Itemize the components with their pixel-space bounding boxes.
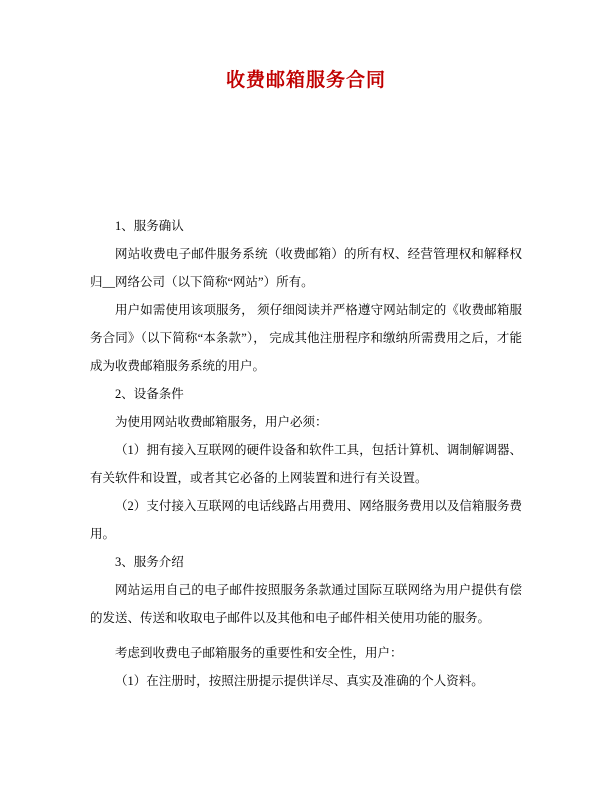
paragraph-section-3-heading: 3、服务介绍 xyxy=(115,555,184,569)
paragraph-user-agreement: 用户如需使用该项服务， 须仔细阅读并严格遵守网站制定的《收费邮箱服务合同》（以下简称“本条款”）， 完成其他注册程序和缴纳所需费用之后，才能成为收费邮箱服务系统的用户。 xyxy=(90,303,522,373)
paragraph-security-item-1: （1）在注册时，按照注册提示提供详尽、真实及准确的个人资料。 xyxy=(115,674,484,688)
paragraph-section-2-heading: 2、设备条件 xyxy=(115,387,184,401)
paragraph-equipment-item-1: （1）拥有接入互联网的硬件设备和软件工具，包括计算机、调制解调器、有关软件和设置，或者其它必备的上网装置和进行有关设置。 xyxy=(90,443,522,485)
document-title: 收费邮箱服务合同 xyxy=(225,70,386,91)
paragraph-section-1-heading: 1、服务确认 xyxy=(115,219,184,233)
paragraph-equipment-intro: 为使用网站收费邮箱服务，用户必须： xyxy=(115,415,328,429)
paragraph-equipment-item-2: （2）支付接入互联网的电话线路占用费用、网络服务费用以及信箱服务费用。 xyxy=(90,499,522,541)
paragraph-service-description: 网站运用自己的电子邮件按照服务条款通过国际互联网络为用户提供有偿的发送、传送和收取电子邮件以及其他和电子邮件相关使用功能的服务。 xyxy=(90,583,522,625)
paragraph-ownership: 网站收费电子邮件服务系统（收费邮箱）的所有权、经营管理权和解释权归__网络公司（以下简称“网站”）所有。 xyxy=(90,247,522,289)
paragraph-security-intro: 考虑到收费电子邮箱服务的重要性和安全性，用户： xyxy=(115,646,403,660)
document-body xyxy=(90,212,522,695)
